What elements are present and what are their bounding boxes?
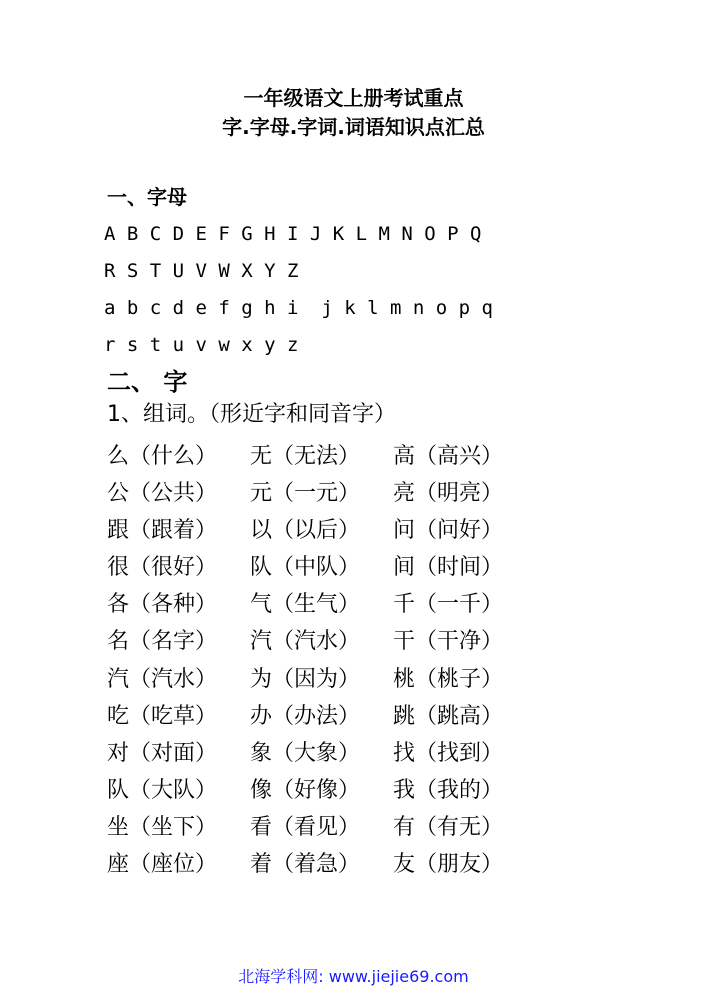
word-entry: 找（找到） — [393, 740, 504, 766]
word-entry: 吃（吃草） — [107, 703, 218, 729]
word-entry: 亮（明亮） — [393, 481, 504, 507]
word-entry: 队（中队） — [250, 555, 361, 581]
word-entry: 对（对面） — [107, 740, 218, 766]
document-subtitle: 字.字母.字词.词语知识点汇总 — [222, 115, 485, 139]
word-entry: 间（时间） — [393, 555, 504, 581]
word-entry: 公（公共） — [107, 481, 218, 507]
word-entry: 桃（桃子） — [393, 666, 504, 692]
word-entry: 么（什么） — [107, 444, 218, 469]
document-title: 一年级语文上册考试重点 — [243, 86, 464, 110]
exercise-subheading: 1、组词。（形近字和同音字） — [107, 402, 396, 427]
word-entry: 办（办法） — [250, 703, 361, 729]
word-entry: 队（大队） — [107, 777, 218, 803]
word-entry: 元（一元） — [250, 481, 361, 507]
word-entry: 跳（跳高） — [393, 703, 504, 729]
word-entry: 问（问好） — [393, 518, 504, 544]
lowercase-letters-row-2: r s t u v w x y z — [104, 334, 299, 356]
word-entry: 看（看见） — [250, 814, 361, 840]
word-entry: 很（很好） — [107, 555, 218, 581]
section-heading-characters: 二、 字 — [107, 368, 188, 396]
uppercase-letters-row-2: R S T U V W X Y Z — [104, 260, 299, 282]
word-entry: 座（座位） — [107, 852, 218, 878]
word-entry: 象（大象） — [250, 740, 361, 766]
word-entry: 千（一千） — [393, 592, 504, 618]
word-entry: 坐（坐下） — [107, 814, 218, 840]
word-entry: 以（以后） — [250, 518, 361, 544]
word-entry: 各（各种） — [107, 592, 218, 618]
word-entry: 友（朋友） — [393, 852, 504, 878]
word-entry: 像（好像） — [250, 777, 361, 803]
word-entry: 汽（汽水） — [107, 666, 218, 692]
word-entry: 名（名字） — [107, 629, 218, 655]
uppercase-letters-row-1: A B C D E F G H I J K L M N O P Q — [104, 223, 482, 245]
word-entry: 汽（汽水） — [250, 629, 361, 655]
word-entry: 高（高兴） — [393, 444, 504, 469]
word-entry: 我（我的） — [393, 777, 504, 803]
word-entry: 为（因为） — [250, 666, 361, 692]
footer-website-link[interactable]: 北海学科网: www.jiejie69.com — [238, 967, 469, 986]
word-entry: 跟（跟着） — [107, 518, 218, 544]
word-entry: 无（无法） — [250, 444, 361, 469]
word-entry: 着（着急） — [250, 852, 361, 878]
section-heading-letters: 一、字母 — [107, 185, 187, 209]
word-entry: 气（生气） — [250, 592, 361, 618]
word-entry: 有（有无） — [393, 814, 504, 840]
lowercase-letters-row-1: a b c d e f g h i j k l m n o p q — [104, 297, 493, 319]
word-entry: 干（干净） — [393, 629, 504, 655]
